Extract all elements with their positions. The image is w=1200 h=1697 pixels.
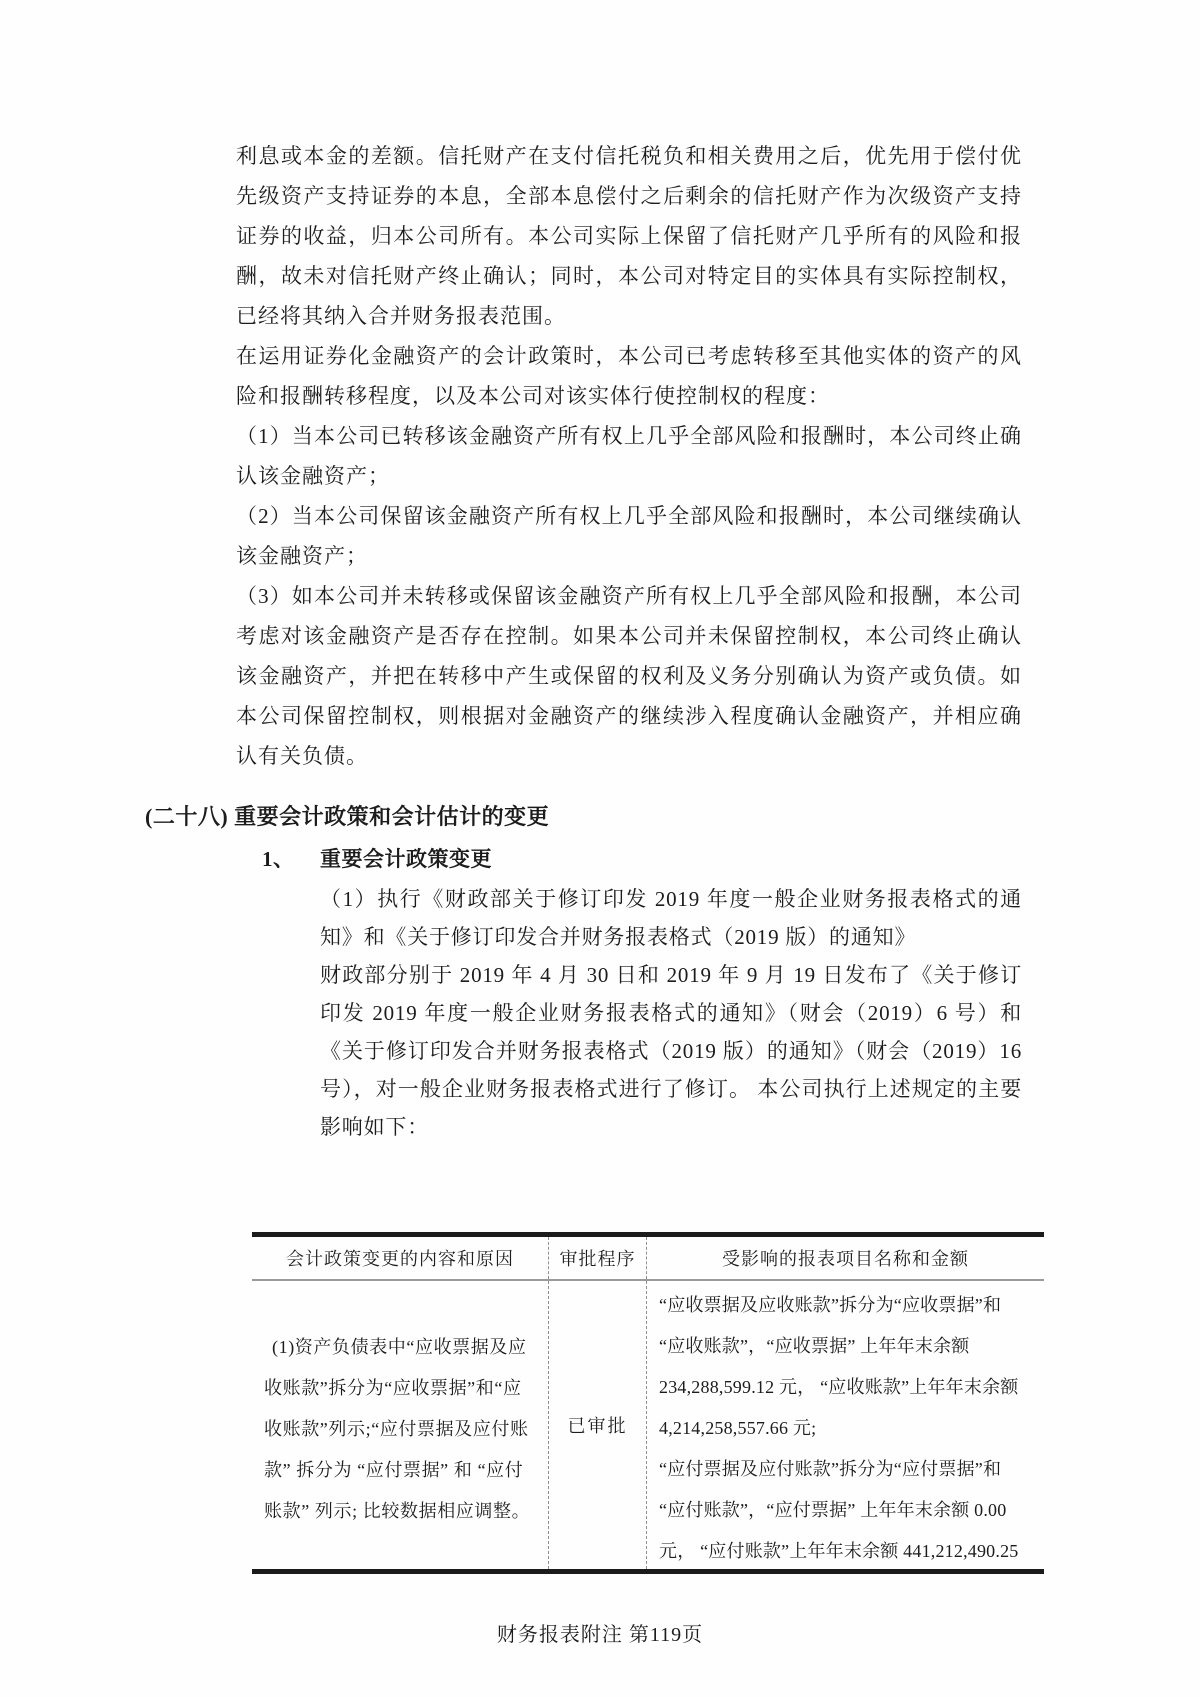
sub-paragraph: 财政部分别于 2019 年 4 月 30 日和 2019 年 9 月 19 日发布了《关于修订印发 2019 年度一般企业财务报表格式的通知》（财会（2019）6 号）和《关于修订印发合并财务报表格式（2019 版）的通知》（财会（2019）16 号），对一般企业财务报表格式进行了修订。 本公司执行上述规定的主要影响如下： xyxy=(320,963,1022,1139)
item-number: 1、 xyxy=(262,847,295,871)
paragraph: （3）如本公司并未转移或保留该金融资产所有权上几乎全部风险和报酬，本公司考虑对该金融资产是否存在控制。如果本公司并未保留控制权，本公司终止确认该金融资产，并把在转移中产生或保留的权利及义务分别确认为资产或负债。如本公司保留控制权，则根据对金融资产的继续涉入程度确认金融资产，并相应确认有关负债。 xyxy=(236,584,1022,768)
policy-change-table xyxy=(252,1232,1044,1574)
section-heading: (二十八) 重要会计政策和会计估计的变更 xyxy=(145,804,550,829)
approval-cell: 已审批 xyxy=(548,1281,647,1569)
paragraph: （2）当本公司保留该金融资产所有权上几乎全部风险和报酬时，本公司继续确认该金融资产； xyxy=(236,504,1022,568)
table-header-reason: 会计政策变更的内容和原因 xyxy=(286,1249,514,1269)
impact-line: 元， “应付账款”上年年末余额 441,212,490.25 xyxy=(659,1541,1019,1561)
impact-line: “应付账款”，“应付票据” 上年年末余额 0.00 xyxy=(659,1500,1007,1520)
impact-line: “应收票据及应收账款”拆分为“应收票据”和 xyxy=(659,1295,1002,1315)
page-footer: 财务报表附注 第119页 xyxy=(496,1624,704,1646)
body-text-block xyxy=(236,136,1022,776)
reason-line: (1)资产负债表中“应收票据及应 xyxy=(272,1337,527,1357)
impact-line: “应付票据及应付账款”拆分为“应付票据”和 xyxy=(659,1459,1002,1479)
impact-line: 4,214,258,557.66 元; xyxy=(659,1418,817,1438)
table-row xyxy=(252,1281,1044,1569)
paragraph: 在运用证券化金融资产的会计政策时，本公司已考虑转移至其他实体的资产的风险和报酬转移程度，以及本公司对该实体行使控制权的程度： xyxy=(236,344,1022,408)
table-header-row xyxy=(252,1237,1044,1281)
impact-cell xyxy=(647,1281,1044,1569)
reason-line: 款” 拆分为 “应付票据” 和 “应付 xyxy=(264,1460,524,1480)
sub-paragraph: （1）执行《财政部关于修订印发 2019 年度一般企业财务报表格式的通知》和《关于修订印发合并财务报表格式（2019 版）的通知》 xyxy=(320,887,1022,949)
impact-line: “应收账款”，“应收票据” 上年年末余额 xyxy=(659,1336,970,1356)
impact-line: 234,288,599.12 元， “应收账款”上年年末余额 xyxy=(659,1377,1019,1397)
reason-line: 收账款”列示;“应付票据及应付账 xyxy=(264,1419,529,1439)
reason-line: 账款” 列示; 比较数据相应调整。 xyxy=(264,1501,531,1521)
table-header-approval: 审批程序 xyxy=(548,1237,647,1279)
table-header-impact: 受影响的报表项目名称和金额 xyxy=(722,1249,969,1269)
paragraph: 利息或本金的差额。信托财产在支付信托税负和相关费用之后，优先用于偿付优先级资产支持证券的本息，全部本息偿付之后剩余的信托财产作为次级资产支持证券的收益，归本公司所有。本公司实际上保留了信托财产几乎所有的风险和报酬，故未对信托财产终止确认；同时，本公司对特定目的实体具有实际控制权，已经将其纳入合并财务报表范围。 xyxy=(236,144,1022,328)
numbered-item xyxy=(262,844,1200,874)
reason-line: 收账款”拆分为“应收票据”和“应 xyxy=(264,1378,522,1398)
reason-cell xyxy=(252,1281,548,1569)
sub-paragraph-block xyxy=(320,880,1022,1146)
item-title: 重要会计政策变更 xyxy=(320,847,492,871)
paragraph: （1）当本公司已转移该金融资产所有权上几乎全部风险和报酬时，本公司终止确认该金融资产； xyxy=(236,424,1022,488)
